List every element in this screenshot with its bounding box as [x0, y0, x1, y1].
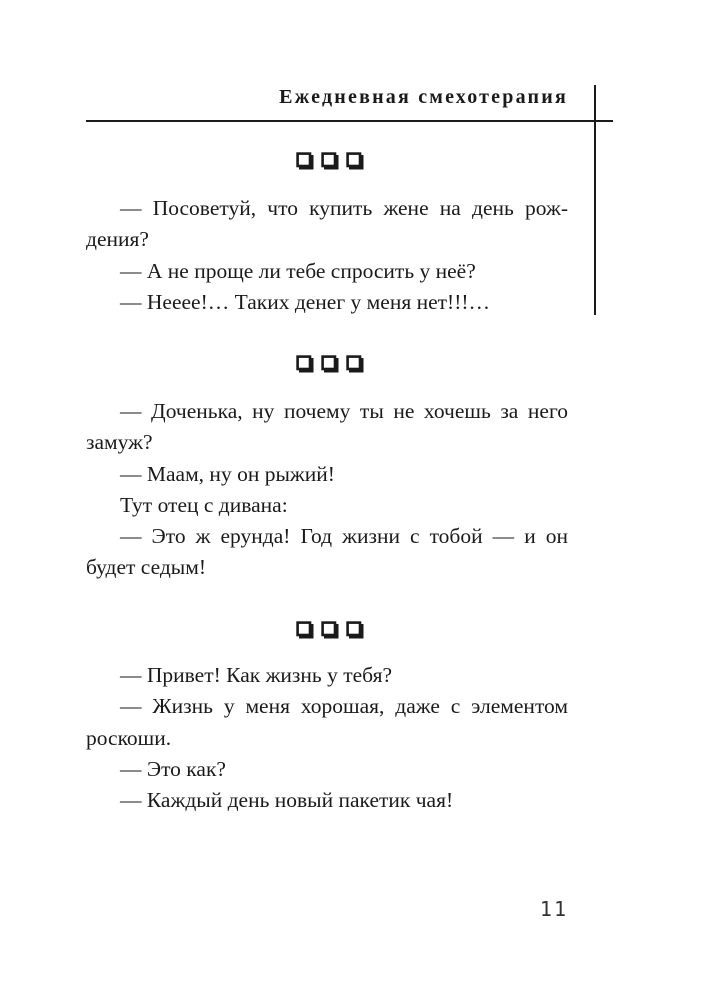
text-line: будет седым!: [86, 555, 206, 580]
section-separator: [296, 621, 364, 639]
text-line: — Доченька, ну почему ты не хочешь за него: [120, 399, 568, 423]
text-line: — Привет! Как жизнь у тебя?: [120, 663, 393, 687]
page-number: 11: [539, 897, 568, 921]
text-line: Тут отец с дивана:: [120, 492, 288, 517]
text-line: — Посоветуй, что купить жене на день рож-: [120, 196, 568, 220]
ornament-square-icon: [296, 621, 314, 639]
text-line: — Это как?: [120, 756, 226, 781]
joke-1: [86, 193, 568, 318]
ornament-square-icon: [346, 621, 364, 639]
text-line: — Маам, ну он рыжий!: [120, 461, 335, 486]
joke-3: [86, 660, 568, 816]
text-line: дения?: [86, 227, 149, 252]
header-rule: [86, 120, 613, 122]
text-line: — Каждый день новый пакетик чая!: [120, 788, 454, 813]
ornament-square-icon: [346, 152, 364, 170]
ornament-square-icon: [296, 152, 314, 170]
text-line: — А не проще ли тебе спросить у неё?: [120, 258, 476, 283]
joke-2: [86, 396, 568, 584]
ornament-square-icon: [346, 355, 364, 373]
ornament-square-icon: [321, 355, 339, 373]
section-separator: [296, 152, 364, 170]
ornament-square-icon: [296, 355, 314, 373]
running-header: Ежедневная смехотерапия: [279, 86, 568, 108]
text-line: роскоши.: [86, 725, 172, 750]
text-line: замуж?: [86, 430, 153, 455]
margin-rule: [594, 85, 596, 315]
text-line: — Нееее!… Таких денег у меня нет!!!…: [120, 289, 491, 314]
text-line: — Это ж ерунда! Год жизни с тобой — и он: [120, 524, 568, 549]
ornament-square-icon: [321, 621, 339, 639]
ornament-square-icon: [321, 152, 339, 170]
section-separator: [296, 355, 364, 373]
text-line: — Жизнь у меня хорошая, даже с элементом: [120, 694, 568, 719]
